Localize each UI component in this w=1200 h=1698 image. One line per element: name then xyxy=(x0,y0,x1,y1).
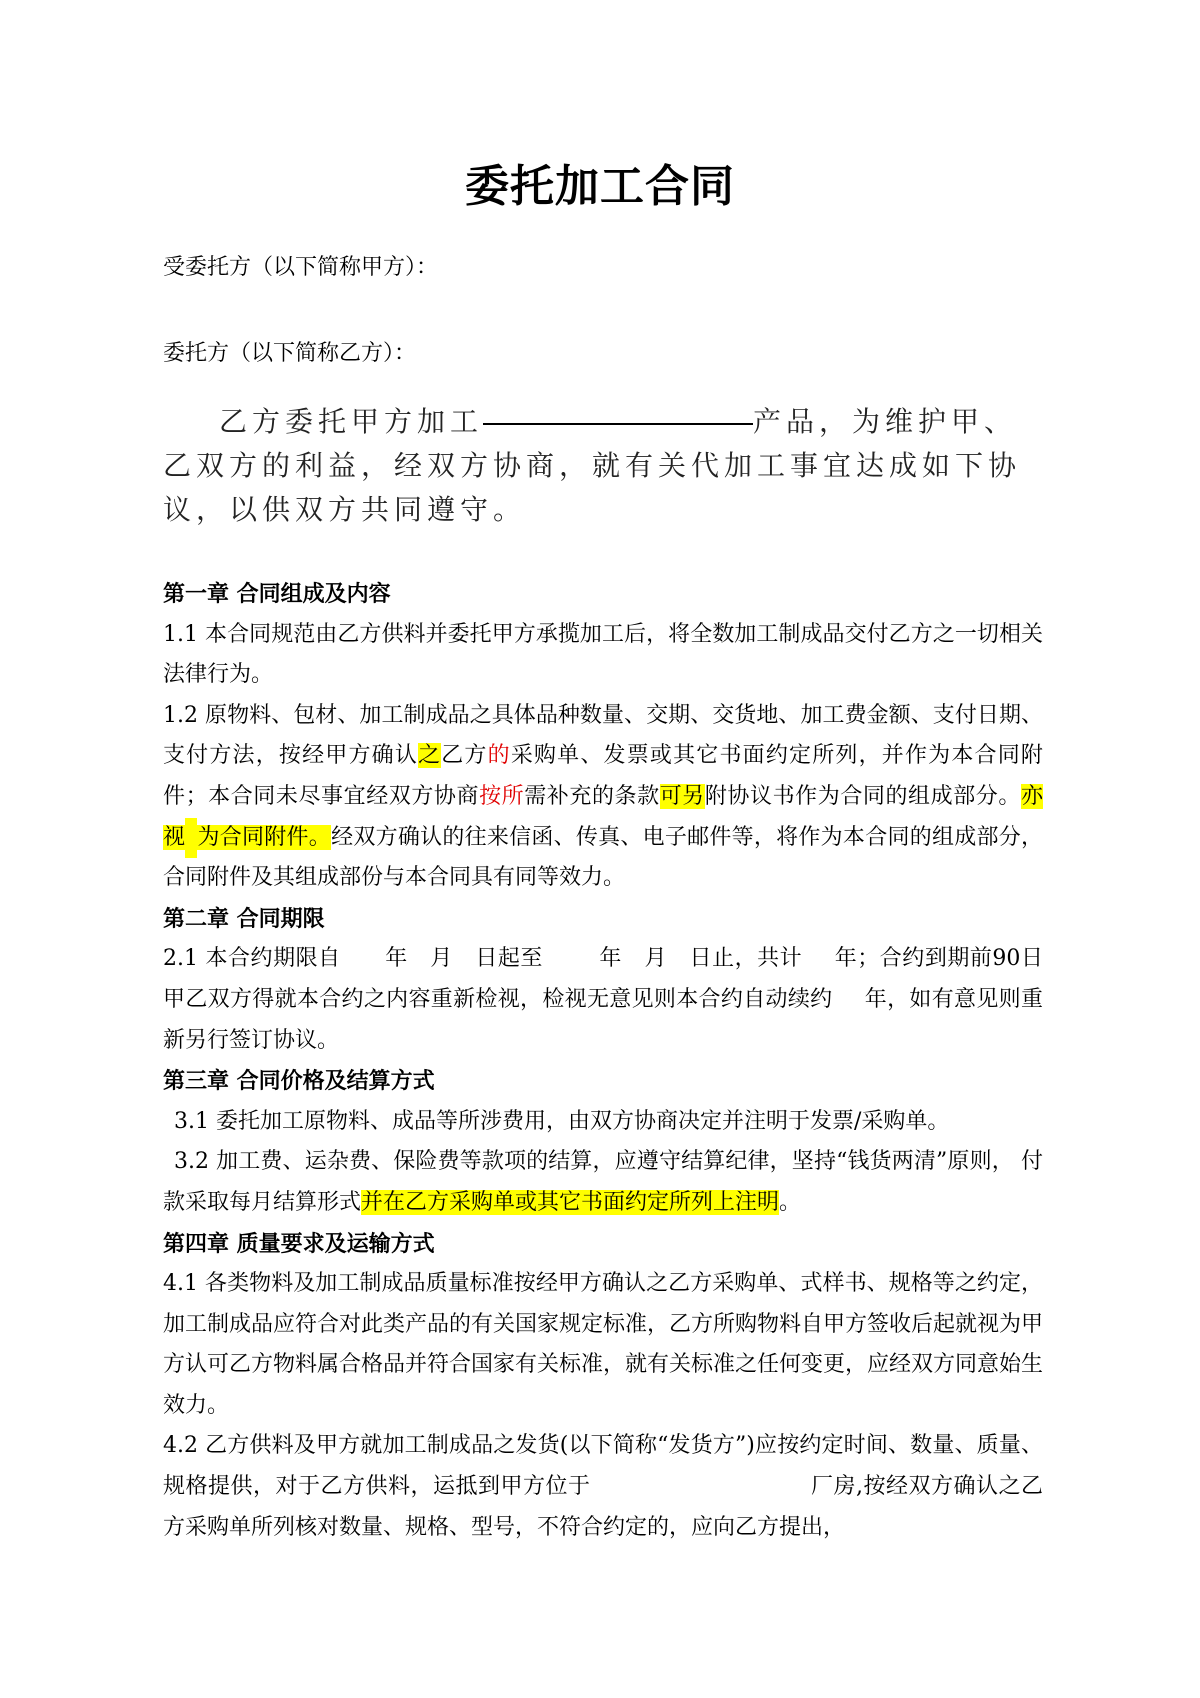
clause-2-1-month-1: 月 xyxy=(429,946,453,972)
clause-2-1-year-1: 年 xyxy=(384,946,408,972)
clause-2-1-month-2: 月 xyxy=(643,946,668,972)
clause-2-1-text-b: 年；合约到期前90日甲乙双方得就本合约之内容重新检视，检视无意见则本合约自动续约 xyxy=(163,946,1043,1012)
clause-2-1 xyxy=(163,939,1043,1061)
clause-3-2-text-a: 3.2 加工费、运杂费、保险费等款项的结算，应遵守结算纪律，坚持“钱货两清”原则， 付款采取每月结算形式 xyxy=(163,1149,1043,1215)
clause-1-2-text-i: 附协议书作为合同的组成部分。 xyxy=(704,783,1021,809)
clause-2-1-text-c: 年，如有意见则重新另行签订协议。 xyxy=(163,986,1043,1053)
clause-3-2-text-c: 。 xyxy=(779,1189,802,1215)
clause-2-1-text-a: 2.1 本合约期限自 xyxy=(163,946,341,972)
clause-4-2 xyxy=(163,1426,1043,1548)
intro-text-1: 乙方委托甲方加工 xyxy=(219,405,484,438)
party-b-line: 委托方（以下简称乙方）： xyxy=(163,341,417,366)
clause-1-2-highlight-4: 为合同附件。 xyxy=(197,824,332,850)
document-title: 委托加工合同 xyxy=(465,161,735,212)
clause-1-2 xyxy=(163,696,1043,899)
clause-1-1: 1.1 本合同规范由乙方供料并委托甲方承揽加工后，将全数加工制成品交付乙方之一切相关法律行为。 xyxy=(163,621,1043,688)
clause-1-2-text-c: 乙方 xyxy=(441,743,488,769)
clause-1-2-highlight-gap xyxy=(185,818,197,859)
clause-4-2-text-a: 4.2 乙方供料及甲方就加工制成品之发货(以下简称“发货方”)应按约定时间、数量、质量、规格提供，对于乙方供料，运抵到甲方位于 xyxy=(163,1433,1043,1500)
party-a-line: 受委托方（以下简称甲方）： xyxy=(163,255,439,280)
clause-2-1-to: 日止，共计 xyxy=(689,946,803,972)
intro-paragraph xyxy=(163,400,1043,532)
product-blank xyxy=(483,423,753,425)
clause-1-2-text-l: 经双方确认的往来信函、传真、电子邮件等，将作为本合同的组成部分，合同附件及其组成部份与本合同具有同等效力。 xyxy=(163,824,1043,891)
clause-1-2-red-2: 按所 xyxy=(479,783,525,809)
contract-body xyxy=(163,574,1043,1548)
clause-3-2 xyxy=(163,1142,1043,1223)
clause-1-2-text-e: 采购单、发票或其它书面约定所列，并作为本合同附件；本合同未尽事宜经双方协商 xyxy=(163,743,1043,809)
clause-1-2-red-1: 的 xyxy=(487,743,511,769)
clause-2-1-year-2: 年 xyxy=(598,946,622,972)
clause-4-2-text-b: 厂房,按经双方确认之乙方采购单所列核对数量、规格、型号，不符合约定的，应向乙方提出， xyxy=(163,1474,1043,1540)
clause-3-2-highlight: 并在乙方采购单或其它书面约定所列上注明 xyxy=(361,1189,780,1215)
chapter-1-heading: 第一章 合同组成及内容 xyxy=(163,581,391,607)
clause-1-2-highlight-1: 之 xyxy=(418,743,442,769)
clause-4-1: 4.1 各类物料及加工制成品质量标准按经甲方确认之乙方采购单、式样书、规格等之约定，加工制成品应符合对此类产品的有关国家规定标准，乙方所购物料自甲方签收后起就视为甲方认可乙方物料属合格品并符合国家有关标准，就有关标准之任何变更，应经双方同意始生效力。 xyxy=(163,1271,1044,1418)
clause-2-1-from: 日起至 xyxy=(474,946,543,972)
chapter-2-heading: 第二章 合同期限 xyxy=(163,905,325,932)
intro-text-2: 产品，为维护甲、乙双方的利益，经双方协商，就有关代加工事宜达成如下协议，以供双方共同遵守。 xyxy=(163,405,1022,526)
clause-1-2-text-g: 需补充的条款 xyxy=(524,783,660,809)
clause-1-2-highlight-2: 可另 xyxy=(659,783,705,809)
clause-3-1: 3.1 委托加工原物料、成品等所涉费用，由双方协商决定并注明于发票/采购单。 xyxy=(174,1108,950,1134)
chapter-3-heading: 第三章 合同价格及结算方式 xyxy=(163,1068,435,1095)
chapter-4-heading: 第四章 质量要求及运输方式 xyxy=(163,1230,435,1257)
clause-1-2-text-a: 1.2 原物料、包材、加工制成品之具体品种数量、交期、交货地、加工费金额、支付日期、支付方法，按经甲方确认 xyxy=(163,702,1043,769)
clause-1-2-highlight-3: 亦视 xyxy=(163,783,1043,850)
